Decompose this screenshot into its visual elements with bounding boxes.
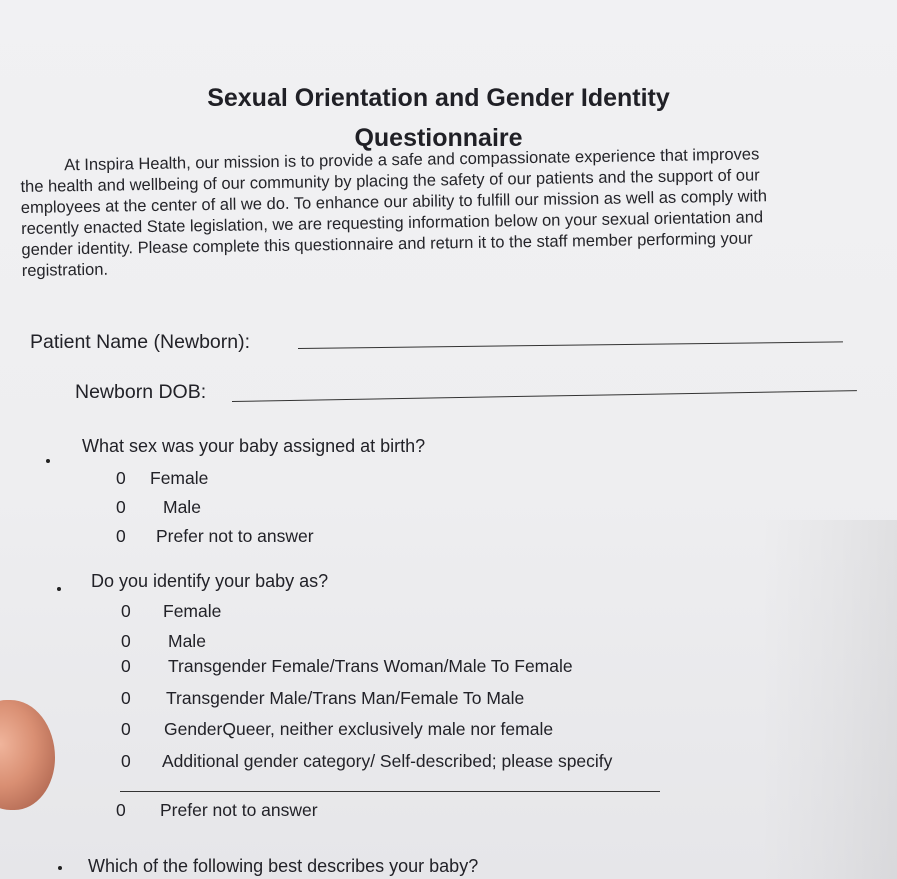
option-q2-trans-male[interactable] <box>121 688 524 709</box>
radio-marker[interactable]: 0 <box>116 800 126 820</box>
option-label: Female <box>163 601 222 621</box>
option-label: Prefer not to answer <box>156 526 314 546</box>
option-label: Prefer not to answer <box>160 800 318 820</box>
bullet-icon <box>57 587 61 591</box>
intro-line: At Inspira Health, our mission is to provide a safe and compassionate experience that improves <box>64 145 760 175</box>
intro-paragraph <box>20 143 850 282</box>
radio-marker[interactable]: 0 <box>121 601 131 621</box>
option-q2-prefer-not[interactable] <box>116 800 318 821</box>
option-q2-self-described[interactable] <box>121 751 612 772</box>
option-label: Transgender Male/Trans Man/Female To Male <box>166 688 525 708</box>
question-sex-assigned: What sex was your baby assigned at birth? <box>82 436 426 456</box>
radio-marker[interactable]: 0 <box>121 751 131 771</box>
thumb-image <box>0 700 55 810</box>
option-q1-male[interactable] <box>116 497 201 518</box>
option-q2-trans-female[interactable] <box>121 656 573 677</box>
newborn-dob-label: Newborn DOB: <box>75 381 207 403</box>
option-label: Transgender Female/Trans Woman/Male To Female <box>168 656 573 676</box>
radio-marker[interactable]: 0 <box>116 526 126 546</box>
intro-line: employees at the center of all we do. To enhance our ability to fulfill our mission as well as comply with <box>20 187 768 217</box>
option-label: Male <box>168 631 206 651</box>
intro-line: gender identity. Please complete this questionnaire and return it to the staff member performing your <box>21 229 753 259</box>
self-described-input-line[interactable] <box>120 791 660 792</box>
option-label: Male <box>163 497 201 517</box>
radio-marker[interactable]: 0 <box>121 719 131 739</box>
option-q2-genderqueer[interactable] <box>121 719 553 740</box>
question-describes-baby: Which of the following best describes your baby? <box>88 856 479 876</box>
option-q2-male[interactable] <box>121 631 206 652</box>
option-q2-female[interactable] <box>121 601 221 622</box>
form-subtitle: Questionnaire <box>354 124 523 152</box>
form-title: Sexual Orientation and Gender Identity <box>207 84 670 112</box>
question-identify: Do you identify your baby as? <box>91 571 329 591</box>
radio-marker[interactable]: 0 <box>121 656 131 676</box>
option-label: Female <box>150 468 209 488</box>
patient-name-label: Patient Name (Newborn): <box>30 331 251 353</box>
radio-marker[interactable]: 0 <box>121 631 131 651</box>
option-label: Additional gender category/ Self-described; please specify <box>162 751 613 771</box>
paper-shadow <box>760 520 897 879</box>
bullet-icon <box>46 459 50 463</box>
radio-marker[interactable]: 0 <box>121 688 131 708</box>
radio-marker[interactable]: 0 <box>116 497 126 517</box>
option-label: GenderQueer, neither exclusively male nor female <box>164 719 554 739</box>
patient-name-input-line[interactable] <box>298 341 843 349</box>
radio-marker[interactable]: 0 <box>116 468 126 488</box>
intro-line: recently enacted State legislation, we are requesting information below on your sexual orientation and <box>21 208 764 238</box>
bullet-icon <box>58 866 62 870</box>
newborn-dob-input-line[interactable] <box>232 390 857 402</box>
option-q1-prefer-not[interactable] <box>116 526 314 547</box>
intro-line: registration. <box>21 260 109 280</box>
intro-line: the health and wellbeing of our community by placing the safety of our patients and the support of our <box>20 166 760 196</box>
option-q1-female[interactable] <box>116 468 208 489</box>
